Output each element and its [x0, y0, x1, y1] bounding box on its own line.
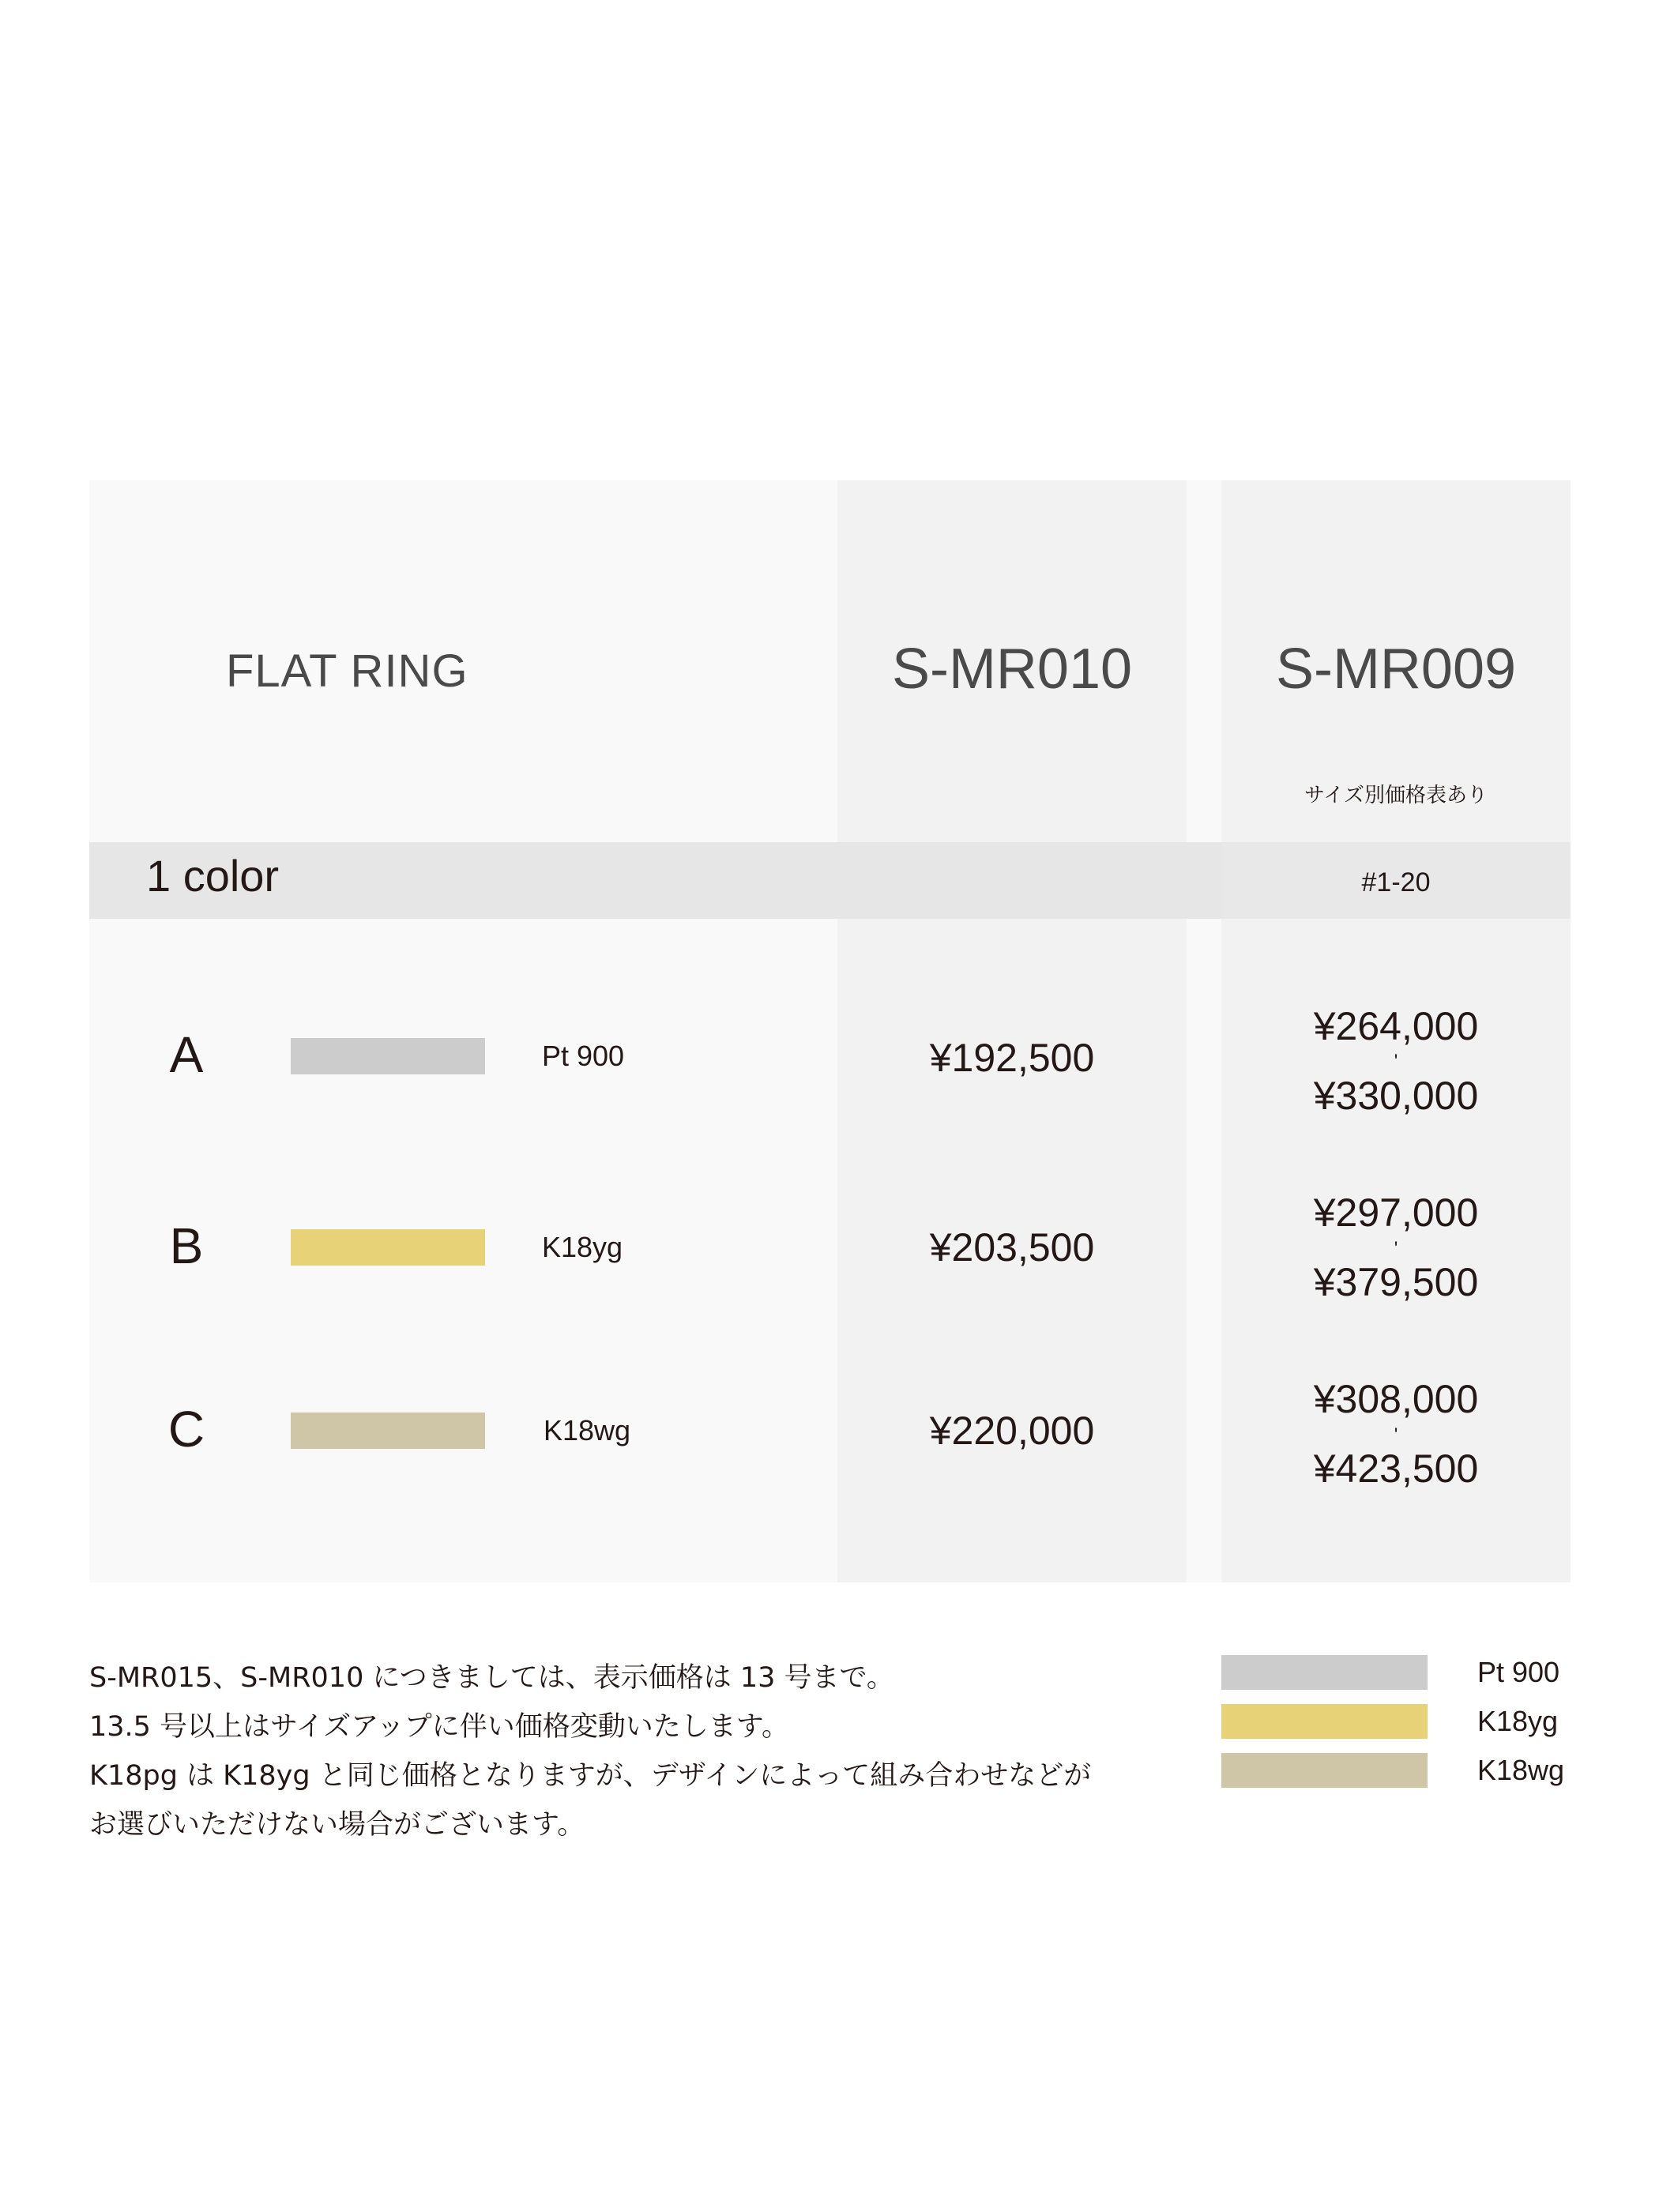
- product-title: FLAT RING: [226, 645, 468, 697]
- row-letter-c: C: [167, 1401, 205, 1458]
- price-s-mr010-a: ¥192,500: [929, 1036, 1095, 1080]
- range-separator: ': [1394, 1424, 1398, 1446]
- range-separator: ': [1394, 1238, 1398, 1259]
- metal-name-b: K18yg: [542, 1231, 623, 1263]
- metal-swatch-k18yg: [291, 1229, 485, 1266]
- model-name-2: S-MR009: [1275, 638, 1517, 701]
- legend-swatch-pt900: [1221, 1655, 1428, 1690]
- price-s-mr009-b-high: ¥379,500: [1313, 1260, 1479, 1304]
- metal-name-c: K18wg: [544, 1414, 631, 1446]
- row-letter-b: B: [169, 1217, 204, 1274]
- note-line-2: 13.5 号以上はサイズアップに伴い価格変動いたします。: [89, 1711, 790, 1743]
- size-price-table-note: サイズ別価格表あり: [1304, 784, 1488, 807]
- legend-label-pt900: Pt 900: [1477, 1656, 1560, 1688]
- model-name-1: S-MR010: [891, 638, 1133, 701]
- price-s-mr009-b-low: ¥297,000: [1313, 1191, 1479, 1235]
- price-s-mr010-b: ¥203,500: [929, 1225, 1095, 1270]
- row-letter-a: A: [169, 1026, 204, 1083]
- note-line-1: S-MR015、S-MR010 につきましては、表示価格は 13 号まで。: [89, 1662, 894, 1694]
- legend-swatch-k18wg: [1221, 1753, 1428, 1788]
- legend-label-k18wg: K18wg: [1477, 1754, 1565, 1786]
- size-range-label: #1-20: [1361, 867, 1431, 897]
- legend-swatch-k18yg: [1221, 1704, 1428, 1739]
- metal-name-a: Pt 900: [542, 1040, 625, 1072]
- metal-swatch-k18wg: [291, 1413, 485, 1449]
- price-s-mr009-a-low: ¥264,000: [1313, 1004, 1479, 1048]
- price-s-mr009-c-high: ¥423,500: [1313, 1446, 1479, 1491]
- price-s-mr009-a-high: ¥330,000: [1313, 1074, 1479, 1118]
- note-line-4: お選びいただけない場合がございます。: [89, 1809, 585, 1841]
- legend-label-k18yg: K18yg: [1477, 1705, 1559, 1737]
- column-gap: [1187, 480, 1221, 1582]
- price-s-mr010-c: ¥220,000: [929, 1409, 1095, 1453]
- color-count-label: 1 color: [146, 851, 280, 901]
- note-line-3: K18pg は K18yg と同じ価格となりますが、デザインによって組み合わせなどが: [89, 1760, 1092, 1792]
- range-separator: ': [1394, 1051, 1398, 1072]
- price-s-mr009-c-low: ¥308,000: [1313, 1377, 1479, 1421]
- metal-swatch-pt900: [291, 1038, 485, 1074]
